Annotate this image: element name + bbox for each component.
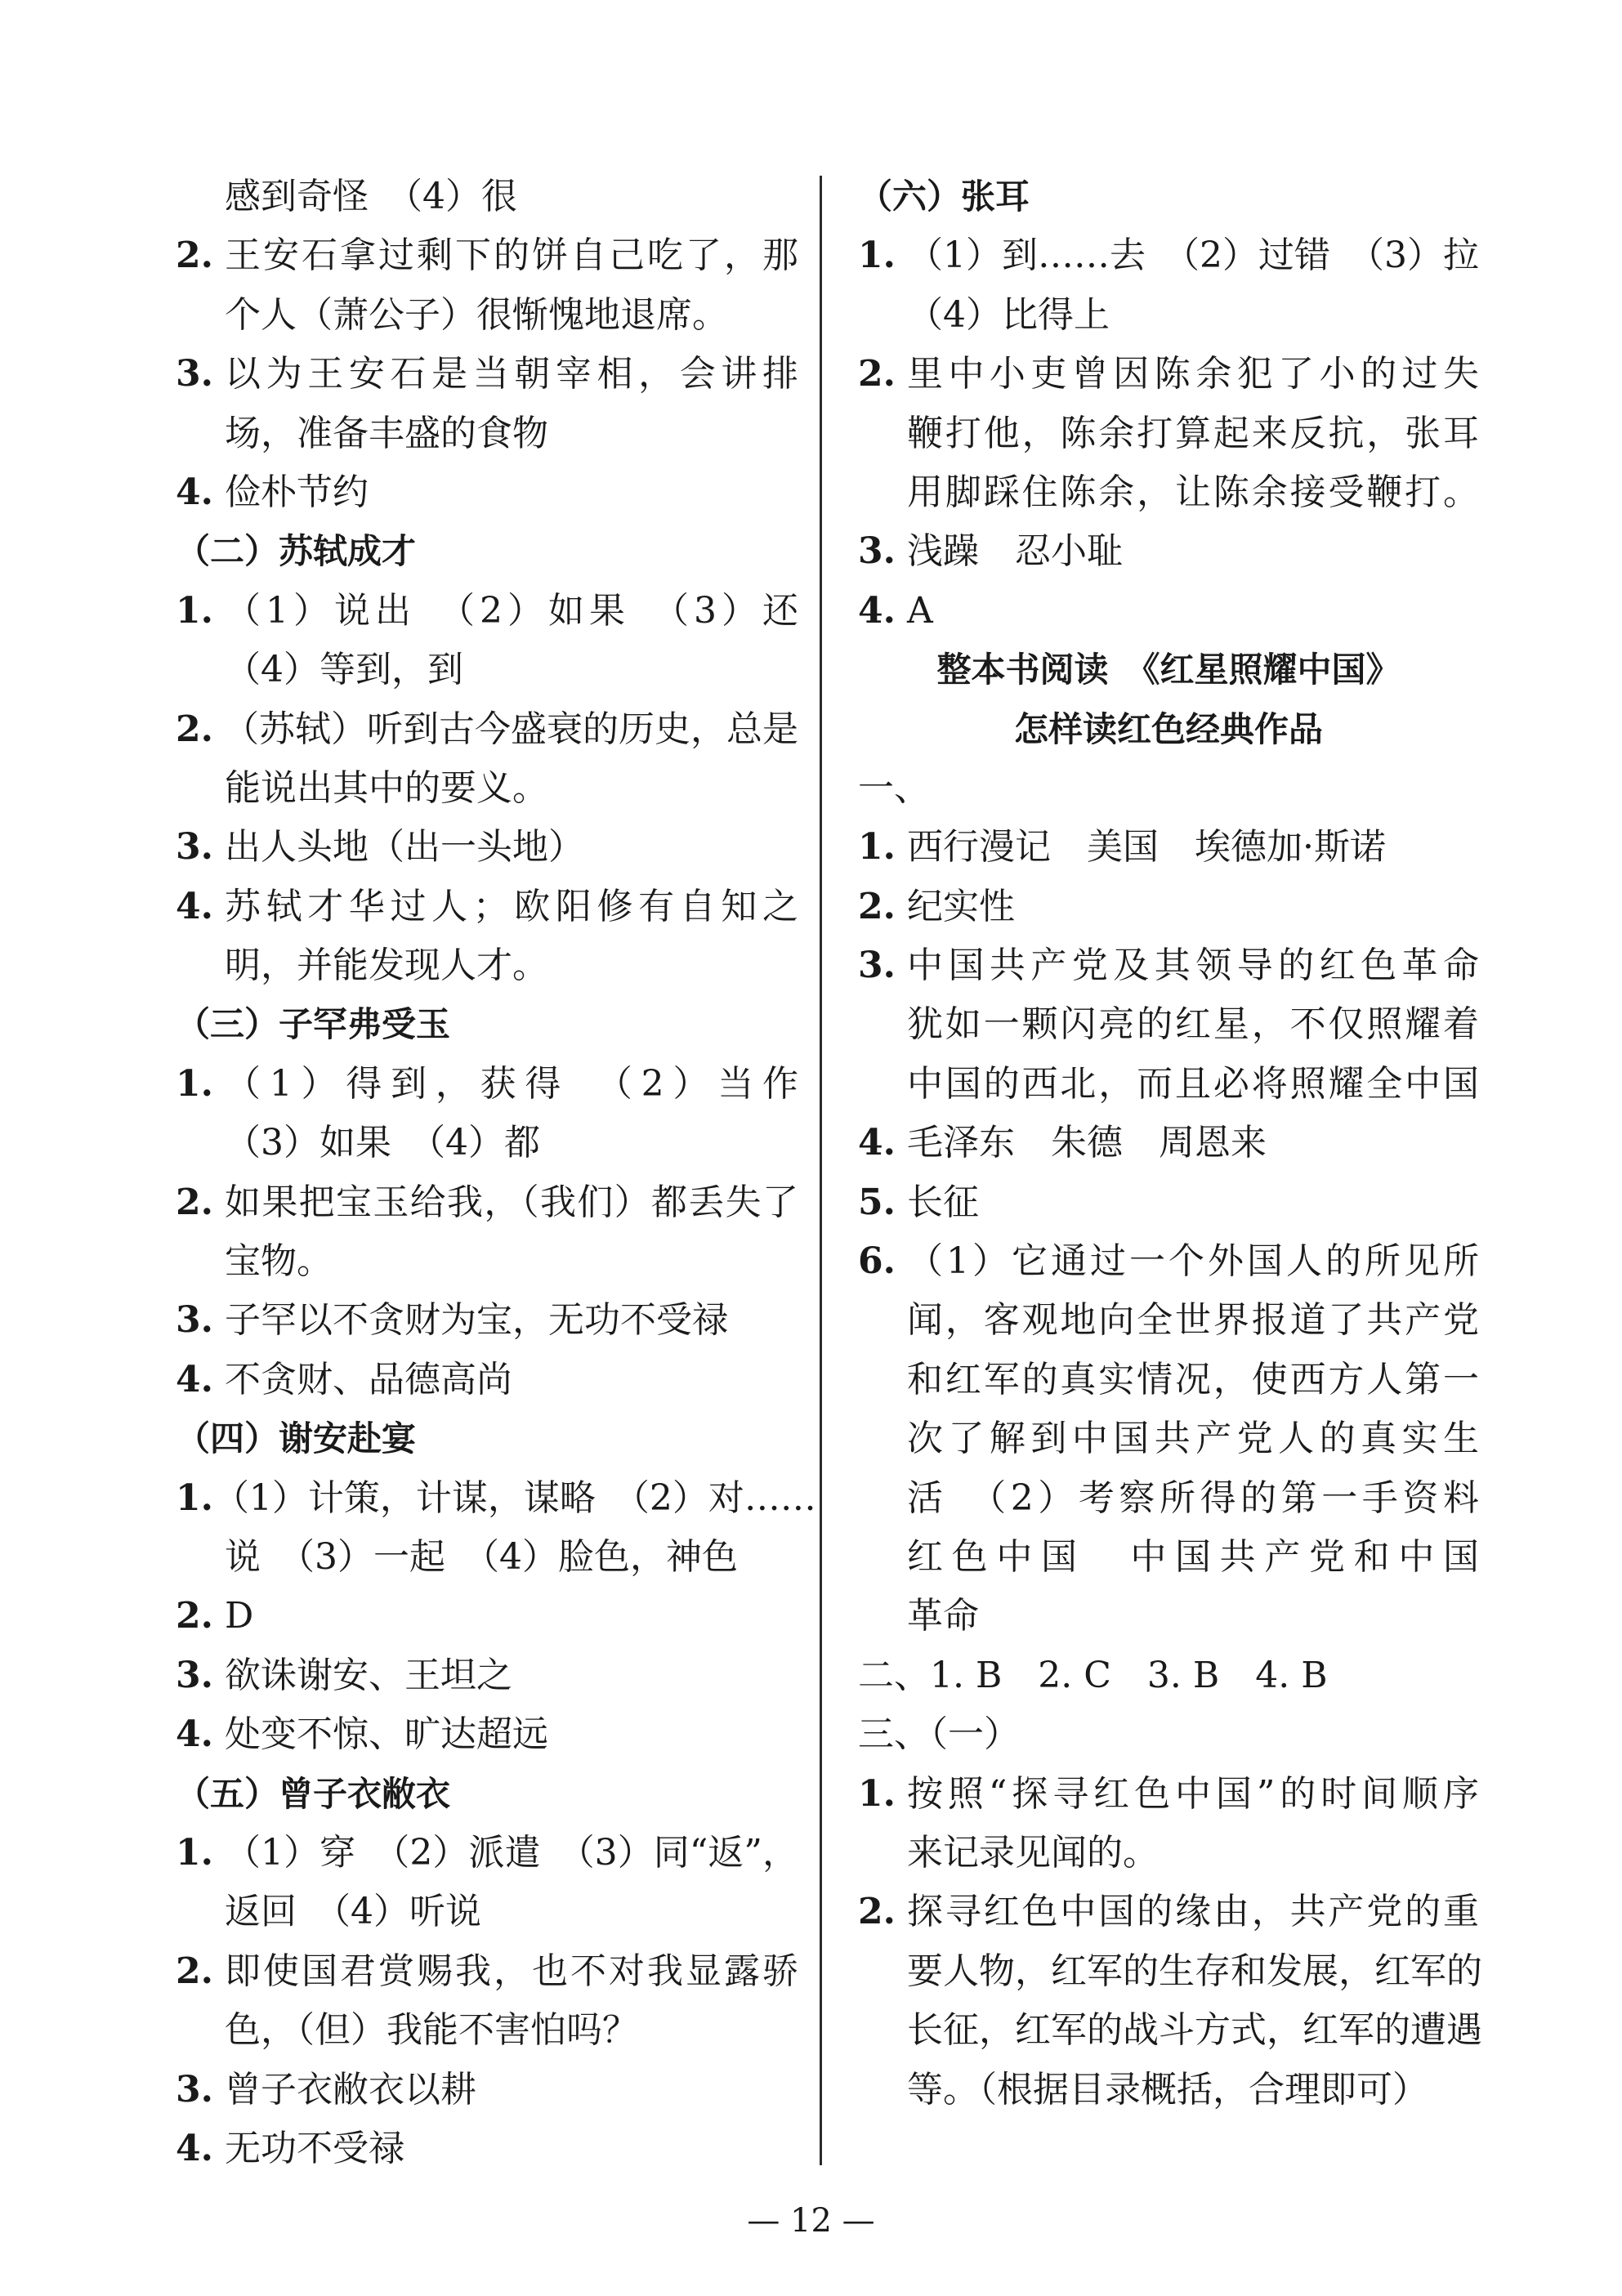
item-number: 2. (176, 1181, 213, 1223)
left-column (176, 168, 816, 2178)
answer-continuation: 犹如一颗闪亮的红星，不仅照耀着 (907, 1003, 1479, 1046)
answer-continuation: 能说出其中的要义。 (225, 766, 548, 809)
section-heading: （四）谢安赴宴 (176, 1418, 417, 1459)
answer-item (176, 582, 798, 641)
item-number: 4. (176, 471, 213, 513)
answer-item (858, 1765, 1479, 1824)
item-number: 4. (176, 1358, 213, 1400)
item-text: 俭朴节约 (225, 471, 369, 513)
answer-item (858, 1114, 1479, 1173)
item-text: 按照“探寻红色中国”的时间顺序 (907, 1772, 1479, 1815)
answer-continuation: 返回 （4）听说 (225, 1891, 481, 1933)
item-number: 1. (176, 1831, 213, 1874)
answer-continuation: 长征，红军的战斗方式，红军的遭遇 (907, 2009, 1482, 2052)
answer-continuation: 说 （3）一起 （4）脸色，神色 (225, 1535, 738, 1578)
answer-item (176, 2061, 798, 2120)
item-number: 2. (176, 235, 213, 277)
answer-item (858, 582, 1479, 641)
item-number: 3. (858, 530, 896, 573)
item-text: （苏轼）听到古今盛衰的历史，总是 (223, 708, 798, 750)
item-text: （1）它通过一个外国人的所见所 (907, 1240, 1479, 1283)
answer-item (176, 345, 798, 404)
item-text: 里中小吏曾因陈余犯了小的过失 (907, 353, 1479, 395)
item-text: 即使国君赏赐我，也不对我显露骄 (225, 1950, 798, 1992)
chapter-title: 整本书阅读 《红星照耀中国》 (936, 650, 1401, 690)
answer-continuation: 次了解到中国共产党人的真实生 (907, 1418, 1479, 1460)
section-heading: （三）子罕弗受玉 (176, 1004, 451, 1045)
answer-continuation: 宝物。 (225, 1240, 333, 1283)
item-text: 王安石拿过剩下的饼自己吃了，那 (225, 235, 798, 277)
item-text: （1）得到，获得 （2）当作 (225, 1062, 798, 1105)
answer-item (858, 1232, 1479, 1291)
answer-continuation: 闻，客观地向全世界报道了共产党 (907, 1299, 1479, 1342)
answer-item (858, 1883, 1479, 1941)
answer-continuation: 革命 (907, 1595, 979, 1637)
answer-continuation: 明，并能发现人才。 (225, 945, 548, 987)
answer-item (858, 818, 1479, 877)
item-text: 子罕以不贪财为宝，无功不受禄 (225, 1299, 728, 1342)
answer-continuation: 要人物，红军的生存和发展，红军的 (907, 1950, 1482, 1992)
item-text: 探寻红色中国的缘由，共产党的重 (907, 1891, 1479, 1933)
answer-item (176, 700, 798, 759)
item-text: 出人头地（出一头地） (225, 826, 584, 869)
answer-item (176, 1587, 798, 1646)
answer-item (176, 1469, 816, 1528)
item-number: 1. (858, 826, 896, 869)
item-number: 3. (176, 826, 213, 869)
answer-item (176, 2120, 798, 2178)
answer-item (858, 936, 1479, 995)
chapter-title: 怎样读红色经典作品 (1013, 708, 1323, 749)
answer-item (176, 1705, 798, 1764)
answer-item (176, 226, 798, 285)
answer-item (858, 226, 1479, 285)
item-text: 欲诛谢安、王坦之 (225, 1654, 512, 1696)
item-number: 2. (858, 885, 896, 927)
answer-line: 三、（一） (858, 1713, 1020, 1756)
answer-item (858, 522, 1479, 581)
item-text: 西行漫记 美国 埃德加·斯诺 (907, 826, 1386, 869)
item-text: 浅躁 忍小耻 (907, 530, 1123, 573)
answer-continuation: 中国的西北，而且必将照耀全中国 (907, 1062, 1479, 1105)
answer-continuation: 等。（根据目录概括，合理即可） (907, 2068, 1428, 2111)
section-heading: （二）苏轼成才 (176, 531, 417, 572)
item-text: 处变不惊、旷达超远 (225, 1713, 548, 1756)
item-text: 以为王安石是当朝宰相，会讲排 (225, 353, 798, 395)
column-divider (820, 176, 822, 2165)
item-text: 中国共产党及其领导的红色革命 (907, 945, 1479, 987)
answer-item (176, 1291, 798, 1350)
item-text: 不贪财、品德高尚 (225, 1358, 512, 1400)
item-text: 苏轼才华过人；欧阳修有自知之 (225, 885, 798, 927)
answer-item (176, 818, 798, 877)
item-number: 4. (858, 1122, 896, 1164)
answer-continuation: 场，准备丰盛的食物 (225, 412, 548, 454)
answer-continuation: 红色中国 中国共产党和中国 (907, 1535, 1479, 1578)
item-text: （1）穿 （2）派遣 （3）同“返”， (225, 1831, 798, 1874)
item-text: （1）计策，计谋，谋略 （2）对…… (212, 1476, 816, 1519)
item-number: 3. (176, 353, 213, 395)
answer-continuation: 和红军的真实情况，使西方人第一 (907, 1358, 1479, 1400)
answer-item (176, 878, 798, 936)
answer-continuation: （4）比得上 (907, 293, 1110, 336)
answer-continuation: 用脚踩住陈余，让陈余接受鞭打。 (907, 471, 1479, 513)
item-number: 3. (176, 1299, 213, 1342)
item-number: 3. (176, 1654, 213, 1696)
item-text: A (907, 589, 933, 632)
item-number: 2. (176, 708, 213, 750)
answer-continuation: 感到奇怪 （4）很 (225, 176, 517, 217)
page-number: — 12 — (747, 2202, 875, 2240)
item-number: 2. (858, 1891, 896, 1933)
item-text: 如果把宝玉给我，（我们）都丢失了 (225, 1181, 798, 1223)
answer-continuation: （4）等到，到 (225, 649, 463, 691)
item-number: 4. (858, 589, 896, 632)
answer-continuation: 鞭打他，陈余打算起来反抗，张耳 (907, 412, 1479, 454)
answer-item (176, 1055, 798, 1114)
answer-item (858, 1173, 1479, 1232)
item-text: 曾子衣敝衣以耕 (225, 2068, 476, 2111)
item-number: 4. (176, 1713, 213, 1756)
item-number: 1. (858, 1772, 896, 1815)
item-number: 1. (858, 235, 896, 277)
answer-item (176, 1824, 798, 1883)
item-text: 无功不受禄 (225, 2127, 404, 2169)
answer-item (858, 878, 1479, 936)
item-number: 4. (176, 885, 213, 927)
answer-continuation: 活 （2）考察所得的第一手资料 (907, 1476, 1479, 1519)
item-text: 长征 (907, 1181, 979, 1223)
answer-continuation: （3）如果 （4）都 (225, 1122, 540, 1164)
answer-continuation: 个人（萧公子）很惭愧地退席。 (225, 293, 728, 336)
item-text: 毛泽东 朱德 周恩来 (907, 1122, 1267, 1164)
item-text: （1）说出 （2）如果 （3）还 (225, 589, 798, 632)
answer-item (176, 1173, 798, 1232)
answer-line: 二、1. B 2. C 3. B 4. B (858, 1654, 1328, 1696)
item-number: 5. (858, 1181, 896, 1223)
item-number: 3. (858, 945, 896, 987)
answer-item (176, 1351, 798, 1409)
item-number: 3. (176, 2068, 213, 2111)
item-number: 1. (176, 589, 213, 632)
answer-continuation: 来记录见闻的。 (907, 1831, 1159, 1874)
answer-item (176, 1646, 798, 1705)
section-heading: （六）张耳 (858, 176, 1030, 217)
answer-item (176, 463, 798, 522)
answer-item (858, 345, 1479, 404)
item-number: 4. (176, 2127, 213, 2169)
item-number: 2. (176, 1595, 213, 1637)
item-text: （1）到……去 （2）过错 （3）拉 (907, 235, 1479, 277)
answer-continuation: 色，（但）我能不害怕吗？ (225, 2009, 638, 2052)
answer-item (176, 1942, 798, 2001)
item-number: 1. (176, 1476, 213, 1519)
right-column (858, 168, 1482, 2120)
item-number: 2. (176, 1950, 213, 1992)
section-heading: （五）曾子衣敝衣 (176, 1773, 451, 1814)
item-text: D (225, 1595, 254, 1637)
answer-line: 一、 (858, 766, 930, 809)
item-number: 1. (176, 1062, 213, 1105)
item-text: 纪实性 (907, 885, 1015, 927)
item-number: 2. (858, 353, 896, 395)
item-number: 6. (858, 1240, 896, 1283)
